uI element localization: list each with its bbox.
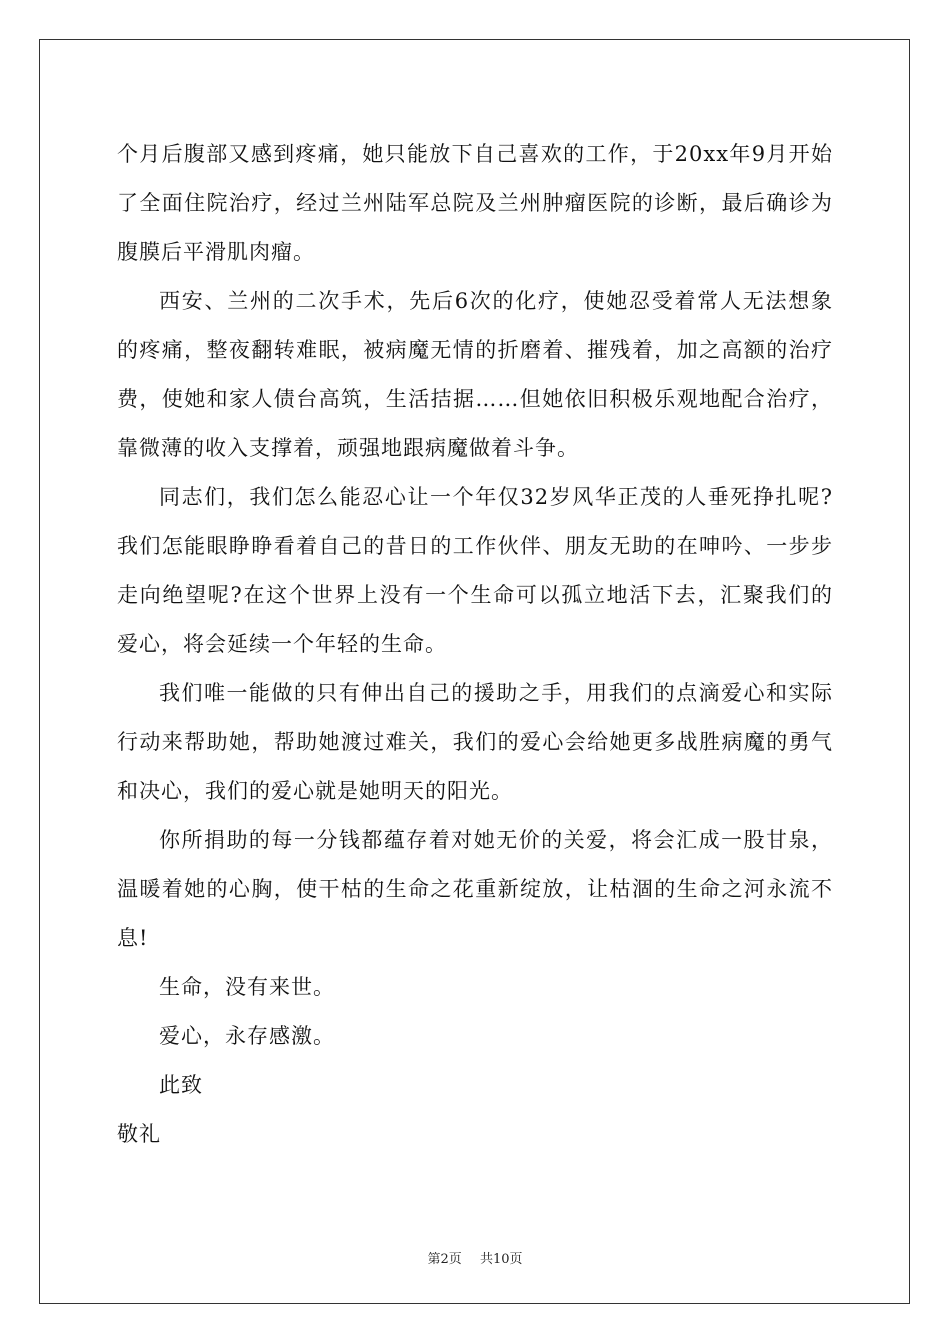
paragraph-1: 个月后腹部又感到疼痛，她只能放下自己喜欢的工作，于20xx年9月开始了全面住院治疗，经过兰州陆军总院及兰州肿瘤医院的诊断，最后确诊为腹膜后平滑肌肉瘤。	[117, 142, 833, 264]
paragraph-5: 你所捐助的每一分钱都蕴存着对她无价的关爱，将会汇成一股甘泉，温暖着她的心胸，使干枯的生命之花重新绽放，让枯涸的生命之河永流不息!	[117, 828, 833, 950]
paragraph-6: 生命，没有来世。	[159, 975, 335, 999]
paragraph-7: 爱心，永存感激。	[159, 1024, 335, 1048]
page-footer	[0, 1248, 950, 1267]
document-body	[117, 130, 833, 1159]
paragraph-3: 同志们，我们怎么能忍心让一个年仅32岁风华正茂的人垂死挣扎呢?我们怎能眼睁睁看着自己的昔日的工作伙伴、朋友无助的在呻吟、一步步走向绝望呢?在这个世界上没有一个生命可以孤立地活下去，汇聚我们的爱心，将会延续一个年轻的生命。	[117, 485, 833, 656]
closing: 敬礼	[117, 1122, 161, 1146]
paragraph-2: 西安、兰州的二次手术，先后6次的化疗，使她忍受着常人无法想象的疼痛，整夜翻转难眠，被病魔无情的折磨着、摧残着，加之高额的治疗费，使她和家人债台高筑，生活拮据……但她依旧积极乐观地配合治疗，靠微薄的收入支撑着，顽强地跟病魔做着斗争。	[117, 289, 833, 460]
page-number: 第2页	[427, 1252, 462, 1267]
paragraph-4: 我们唯一能做的只有伸出自己的援助之手，用我们的点滴爱心和实际行动来帮助她，帮助她渡过难关，我们的爱心会给她更多战胜病魔的勇气和决心，我们的爱心就是她明天的阳光。	[117, 681, 833, 803]
page-total: 共10页	[479, 1252, 523, 1267]
salutation: 此致	[159, 1073, 203, 1097]
